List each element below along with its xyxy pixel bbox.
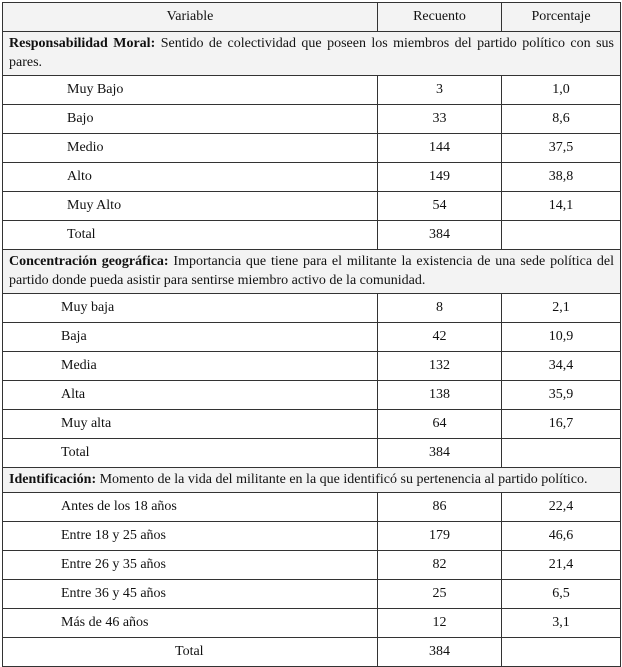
table-row bbox=[3, 551, 621, 580]
section-header-responsabilidad-moral bbox=[3, 32, 621, 76]
total-count: 384 bbox=[378, 439, 502, 468]
row-percentage: 37,5 bbox=[502, 134, 621, 163]
table-row bbox=[3, 522, 621, 551]
row-label: Entre 36 y 45 años bbox=[3, 580, 378, 609]
section-title: Identificación: bbox=[9, 472, 97, 487]
row-count: 138 bbox=[378, 381, 502, 410]
row-count: 3 bbox=[378, 76, 502, 105]
total-count: 384 bbox=[378, 638, 502, 667]
table-row bbox=[3, 76, 621, 105]
row-count: 8 bbox=[378, 294, 502, 323]
total-label: Total bbox=[3, 221, 378, 250]
row-count: 179 bbox=[378, 522, 502, 551]
total-row bbox=[3, 221, 621, 250]
table-row bbox=[3, 163, 621, 192]
section-description bbox=[3, 250, 621, 294]
row-label: Baja bbox=[3, 323, 378, 352]
row-label: Entre 26 y 35 años bbox=[3, 551, 378, 580]
table-row bbox=[3, 352, 621, 381]
row-percentage: 3,1 bbox=[502, 609, 621, 638]
row-percentage: 8,6 bbox=[502, 105, 621, 134]
table-row bbox=[3, 609, 621, 638]
table-row bbox=[3, 580, 621, 609]
section-text: Sentido de colectividad que poseen los miembros del partido político con sus pares. bbox=[9, 36, 614, 70]
section-title: Responsabilidad Moral: bbox=[9, 36, 156, 51]
row-label: Medio bbox=[3, 134, 378, 163]
row-label: Antes de los 18 años bbox=[3, 493, 378, 522]
section-text: Importancia que tiene para el militante la existencia de una sede política del partido donde pueda asistir para sentirse miembro activo de la comunidad. bbox=[9, 254, 615, 288]
total-percentage bbox=[502, 439, 621, 468]
table-row bbox=[3, 134, 621, 163]
total-label: Total bbox=[3, 638, 378, 667]
table-row bbox=[3, 381, 621, 410]
table-row bbox=[3, 192, 621, 221]
header-row bbox=[3, 3, 621, 32]
total-row bbox=[3, 439, 621, 468]
table-row bbox=[3, 493, 621, 522]
row-label: Bajo bbox=[3, 105, 378, 134]
section-description bbox=[3, 32, 621, 76]
row-count: 42 bbox=[378, 323, 502, 352]
total-label: Total bbox=[3, 439, 378, 468]
row-count: 25 bbox=[378, 580, 502, 609]
row-percentage: 14,1 bbox=[502, 192, 621, 221]
row-label: Muy Alto bbox=[3, 192, 378, 221]
row-label: Más de 46 años bbox=[3, 609, 378, 638]
table-row bbox=[3, 410, 621, 439]
row-count: 86 bbox=[378, 493, 502, 522]
table-row bbox=[3, 323, 621, 352]
table-row bbox=[3, 105, 621, 134]
total-percentage bbox=[502, 638, 621, 667]
row-percentage: 34,4 bbox=[502, 352, 621, 381]
header-porcentaje: Porcentaje bbox=[502, 3, 621, 32]
row-percentage: 22,4 bbox=[502, 493, 621, 522]
row-label: Alta bbox=[3, 381, 378, 410]
row-count: 54 bbox=[378, 192, 502, 221]
row-percentage: 46,6 bbox=[502, 522, 621, 551]
row-count: 12 bbox=[378, 609, 502, 638]
total-percentage bbox=[502, 221, 621, 250]
row-percentage: 38,8 bbox=[502, 163, 621, 192]
table-row bbox=[3, 294, 621, 323]
frequency-table bbox=[2, 2, 621, 667]
row-percentage: 35,9 bbox=[502, 381, 621, 410]
header-variable: Variable bbox=[3, 3, 378, 32]
row-percentage: 16,7 bbox=[502, 410, 621, 439]
row-count: 64 bbox=[378, 410, 502, 439]
section-description bbox=[3, 468, 621, 493]
total-row bbox=[3, 638, 621, 667]
row-percentage: 1,0 bbox=[502, 76, 621, 105]
section-text: Momento de la vida del militante en la que identificó su pertenencia al partido político. bbox=[96, 472, 588, 487]
row-percentage: 2,1 bbox=[502, 294, 621, 323]
row-count: 149 bbox=[378, 163, 502, 192]
row-label: Muy alta bbox=[3, 410, 378, 439]
row-count: 33 bbox=[378, 105, 502, 134]
section-title: Concentración geográfica: bbox=[9, 254, 169, 269]
row-label: Muy baja bbox=[3, 294, 378, 323]
row-percentage: 6,5 bbox=[502, 580, 621, 609]
section-header-identificacion bbox=[3, 468, 621, 493]
row-count: 144 bbox=[378, 134, 502, 163]
row-percentage: 10,9 bbox=[502, 323, 621, 352]
row-label: Muy Bajo bbox=[3, 76, 378, 105]
row-count: 82 bbox=[378, 551, 502, 580]
row-label: Media bbox=[3, 352, 378, 381]
header-recuento: Recuento bbox=[378, 3, 502, 32]
row-percentage: 21,4 bbox=[502, 551, 621, 580]
row-count: 132 bbox=[378, 352, 502, 381]
row-label: Alto bbox=[3, 163, 378, 192]
row-label: Entre 18 y 25 años bbox=[3, 522, 378, 551]
total-count: 384 bbox=[378, 221, 502, 250]
section-header-concentracion-geografica bbox=[3, 250, 621, 294]
